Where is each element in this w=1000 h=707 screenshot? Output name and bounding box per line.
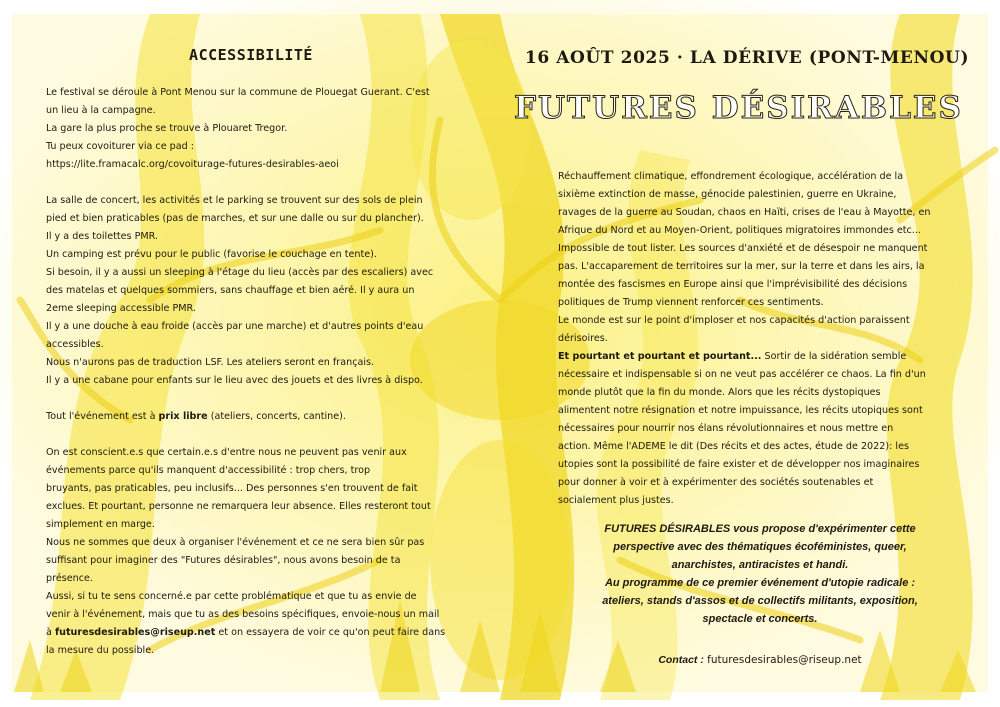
prix-libre-bold: prix libre <box>158 411 208 422</box>
text-line: Nous n'aurons pas de traduction LSF. Les ateliers seront en français. <box>46 357 375 368</box>
email-link[interactable]: futuresdesirables@riseup.net <box>54 627 216 638</box>
spacer <box>46 174 468 192</box>
manifesto-text <box>558 168 962 510</box>
text-line: socialement plus justes. <box>558 495 674 506</box>
text-line: présence. <box>46 573 93 584</box>
text-line: 2eme sleeping accessible PMR. <box>46 303 196 314</box>
pitch-line: Au programme de ce premier événement d'utopie radicale : <box>604 577 916 589</box>
text-line: des matelas et quelques sommiers, sans chauffage et bien aéré. Il y aura un <box>46 285 415 296</box>
text-line: Un camping est prévu pour le public (favorise le couchage en tente). <box>46 249 377 260</box>
text-line: Le festival se déroule à Pont Menou sur la commune de Plouegat Guerant. C'est <box>46 87 430 98</box>
text-line: La gare la plus proche se trouve à Plouaret Tregor. <box>46 123 288 134</box>
festival-title: FUTURES DÉSIRABLES <box>514 90 963 126</box>
text-line: Il y a des toilettes PMR. <box>46 231 159 242</box>
contact-label: Contact : <box>658 654 704 666</box>
text-line: exclues. Et pourtant, personne ne remarquera leur absence. Elles resteront tout <box>46 501 431 512</box>
carpool-link[interactable]: https://lite.framacalc.org/covoiturage-futures-desirables-aeoi <box>46 159 339 170</box>
text-line: monde plutôt que la fin du monde. Alors que les récits dystopiques <box>558 387 881 398</box>
text-span: Sortir de la sidération semble <box>761 351 907 362</box>
text-line: utopies sont la possibilité de faire exister et de développer nos imaginaires <box>558 459 920 470</box>
text-line: Aussi, si tu te sens concerné.e par cette problématique et que tu as envie de <box>46 591 417 602</box>
text-line: nécessaires pour nourrir nos élans révolutionnaires et nous mettre en <box>558 423 894 434</box>
text-line: un lieu à la campagne. <box>46 105 156 116</box>
accessibility-text <box>46 84 468 660</box>
text-line: Afrique du Nord et au Moyen-Orient, politiques migratoires immondes etc... <box>558 225 921 236</box>
spacer <box>46 390 468 408</box>
text-line: nécessaire et indispensable si on ne veut pas accélérer ce chaos. La fin d'un <box>558 369 926 380</box>
event-date-header: 16 AOÛT 2025 · LA DÉRIVE (PONT-MENOU) <box>524 48 970 68</box>
text-line: Si besoin, il y a aussi un sleeping à l'étage du lieu (accès par des escaliers) avec <box>46 267 434 278</box>
email-line <box>46 624 468 642</box>
text-line: bruyants, pas praticables, peu inclusifs... Des personnes s'en trouvent de fait <box>46 483 418 494</box>
pourtant-bold: Et pourtant et pourtant et pourtant... <box>558 351 762 362</box>
program-pitch <box>548 520 972 628</box>
text-line: alimentent notre résignation et notre impuissance, les récits utopiques sont <box>558 405 923 416</box>
text-line: montée des fascismes en Europe ainsi que l'imprévisibilité des décisions <box>558 279 908 290</box>
text-line: dérisoires. <box>558 333 608 344</box>
text-line: pied et bien praticables (pas de marches, et sur une dalle ou sur du plancher). <box>46 213 424 224</box>
contact-email-link[interactable]: futuresdesirables@riseup.net <box>703 654 862 666</box>
text-line: Il y a une douche à eau froide (accès par une marche) et d'autres points d'eau <box>46 321 424 332</box>
pitch-line: FUTURES DÉSIRABLES vous propose d'expérimenter cette <box>604 523 916 535</box>
text-span: (ateliers, concerts, cantine). <box>207 411 346 422</box>
text-line: Impossible de tout lister. Les sources d'anxiété et de désespoir ne manquent <box>558 243 928 254</box>
text-line: On est conscient.e.s que certain.e.s d'entre nous ne peuvent pas venir aux <box>46 447 407 458</box>
text-line: Réchauffement climatique, effondrement écologique, accélération de la <box>558 171 904 182</box>
text-span: à <box>46 627 55 638</box>
contact-line <box>560 654 960 666</box>
pitch-line: anarchistes, antiracistes et handi. <box>671 559 849 571</box>
pitch-line: perspective avec des thématiques écoféministes, queer, <box>613 541 907 553</box>
text-line: pas. L'accaparement de territoires sur la mer, sur la terre et dans les airs, la <box>558 261 925 272</box>
pourtant-line <box>558 348 962 366</box>
text-line: pour donner à voir et à expérimenter des sociétés soutenables et <box>558 477 874 488</box>
text-span: Tout l'événement est à <box>46 411 159 422</box>
text-span: et on essayera de voir ce qu'on peut faire dans <box>215 627 446 638</box>
text-line: venir à l'événement, mais que tu as des besoins spécifiques, envoie-nous un mail <box>46 609 440 620</box>
text-line: sixième extinction de masse, génocide palestinien, guerre en Ukraine, <box>558 189 897 200</box>
text-line: événements parce qu'ils manquent d'accessibilité : trop chers, trop <box>46 465 371 476</box>
text-line: ravages de la guerre au Soudan, chaos en Haïti, crises de l'eau à Mayotte, en <box>558 207 931 218</box>
text-line: action. Même l'ADEME le dit (Des récits et des actes, étude de 2022): les <box>558 441 909 452</box>
text-line: Il y a une cabane pour enfants sur le lieu avec des jouets et des livres à dispo. <box>46 375 423 386</box>
accessibility-title: ACCESSIBILITÉ <box>189 46 313 64</box>
text-line: la mesure du possible. <box>46 645 155 656</box>
text-line: Nous ne sommes que deux à organiser l'événement et ce ne sera bien sûr pas <box>46 537 425 548</box>
text-line: Tu peux covoiturer via ce pad : <box>46 141 194 152</box>
pitch-line: ateliers, stands d'assos et de collectifs militants, exposition, <box>602 595 918 607</box>
spacer <box>46 426 468 444</box>
text-line: politiques de Trump viennent renforcer ces sentiments. <box>558 297 824 308</box>
text-line: suffisant pour imaginer des "Futures désirables", nous avons besoin de ta <box>46 555 401 566</box>
text-line: La salle de concert, les activités et le parking se trouvent sur des sols de plein <box>46 195 423 206</box>
text-line: accessibles. <box>46 339 104 350</box>
prix-libre-line <box>46 408 468 426</box>
text-line: simplement en marge. <box>46 519 155 530</box>
pitch-line: spectacle et concerts. <box>702 613 818 625</box>
text-line: Le monde est sur le point d'imploser et nos capacités d'action paraissent <box>558 315 910 326</box>
